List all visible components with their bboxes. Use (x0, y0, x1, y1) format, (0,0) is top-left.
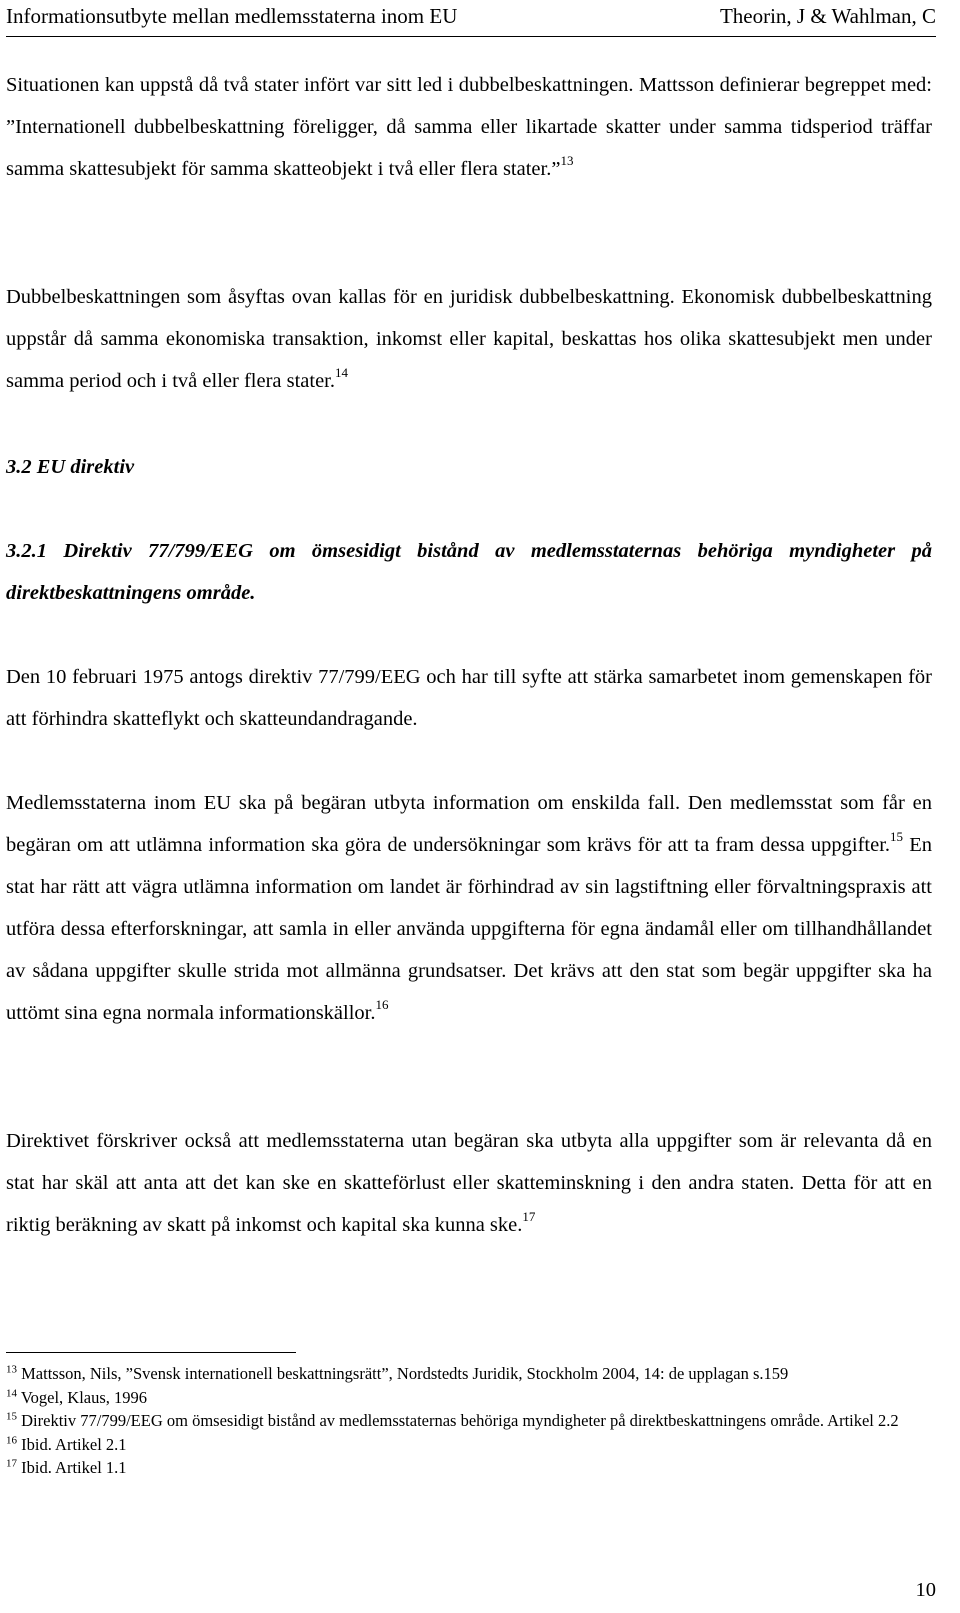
paragraph-information-exchange (6, 782, 932, 1034)
header-title: Informationsutbyte mellan medlemsstaterna inom EU (6, 4, 458, 28)
section-heading: 3.2 EU direktiv (6, 456, 135, 478)
paragraph-text: En stat har rätt att vägra utlämna information om landet är förhindrad av sin lagstiftning eller förvaltningspraxis att utföra dessa efterforskningar, att samla in eller använda uppgifterna för egna ändamål eller om tillhandhållandet av sådana uppgifter skulle strida mot allmänna grundsatser. Det krävs att den stat som begär uppgifter ska ha uttömt sina egna normala informationskällor. (6, 834, 932, 1024)
footnote-16 (6, 1433, 932, 1457)
paragraph-text: Situationen kan uppstå då två stater infört var sitt led i dubbelbeskattningen. Mattsson definierar begreppet med: ”Internationell dubbelbeskattning föreligger, då samma eller likartade skatter under samma tidsperiod träffar samma skattesubjekt för samma skatteobjekt i två eller flera stater.” (6, 74, 932, 180)
footnotes (6, 1362, 932, 1480)
footnote-ref-13: 13 (560, 153, 574, 169)
footnote-text: Vogel, Klaus, 1996 (20, 1387, 148, 1407)
footnote-number: 14 (6, 1387, 17, 1400)
footnote-ref-15: 15 (890, 829, 904, 845)
footnote-15 (6, 1409, 932, 1433)
running-header (6, 2, 936, 37)
paragraph-text: Dubbelbeskattningen som åsyftas ovan kallas för en juridisk dubbelbeskattning. Ekonomisk dubbelbeskattning uppstår då samma ekonomiska transaktion, inkomst eller kapital, beskattas hos olika skattesubjekt men under samma period och i två eller flera stater. (6, 286, 932, 392)
footnote-17 (6, 1456, 932, 1480)
paragraph-spontaneous-exchange (6, 1120, 932, 1246)
footnote-text: Direktiv 77/799/EEG om ömsesidigt bistånd av medlemsstaternas behöriga myndigheter på direktbeskattningens område. Artikel 2.2 (21, 1411, 899, 1431)
footnote-number: 17 (6, 1457, 17, 1470)
footnote-text: Ibid. Artikel 2.1 (21, 1434, 127, 1454)
subsection-heading: 3.2.1 Direktiv 77/799/EEG om ömsesidigt bistånd av medlemsstaternas behöriga myndigheter på direktbeskattningens område. (6, 540, 932, 604)
footnote-13 (6, 1362, 932, 1386)
paragraph-text: Direktivet förskriver också att medlemsstaterna utan begäran ska utbyta alla uppgifter som är relevanta då en stat har skäl att anta att det kan ske en skatteförlust eller skatteminskning i den andra staten. Detta för att en riktig beräkning av skatt på inkomst och kapital ska kunna ske. (6, 1130, 932, 1236)
footnote-number: 16 (6, 1434, 17, 1447)
paragraph-text: Den 10 februari 1975 antogs direktiv 77/799/EEG och har till syfte att stärka samarbetet inom gemenskapen för att förhindra skatteflykt och skatteundandragande. (6, 666, 932, 730)
footnote-divider (6, 1352, 296, 1353)
paragraph-definition (6, 64, 932, 190)
footnote-number: 13 (6, 1363, 17, 1376)
footnote-number: 15 (6, 1410, 17, 1423)
footnote-ref-16: 16 (375, 997, 389, 1013)
footnote-ref-14: 14 (335, 365, 349, 381)
paragraph-text: Medlemsstaterna inom EU ska på begäran utbyta information om enskilda fall. Den medlemsstat som får en begäran om att utlämna information ska göra de undersökningar som krävs för att ta fram dessa uppgifter. (6, 792, 932, 856)
paragraph-directive-adopted (6, 656, 932, 740)
footnote-text: Ibid. Artikel 1.1 (21, 1458, 127, 1478)
footnote-text: Mattsson, Nils, ”Svensk internationell beskattningsrätt”, Nordstedts Juridik, Stockholm 2004, 14: de upplagan s.159 (21, 1364, 789, 1383)
footnote-14 (6, 1386, 932, 1410)
paragraph-juridisk (6, 276, 932, 402)
header-authors: Theorin, J & Wahlman, C (719, 4, 936, 28)
footnote-ref-17: 17 (522, 1209, 536, 1225)
page-number: 10 (915, 1579, 936, 1601)
